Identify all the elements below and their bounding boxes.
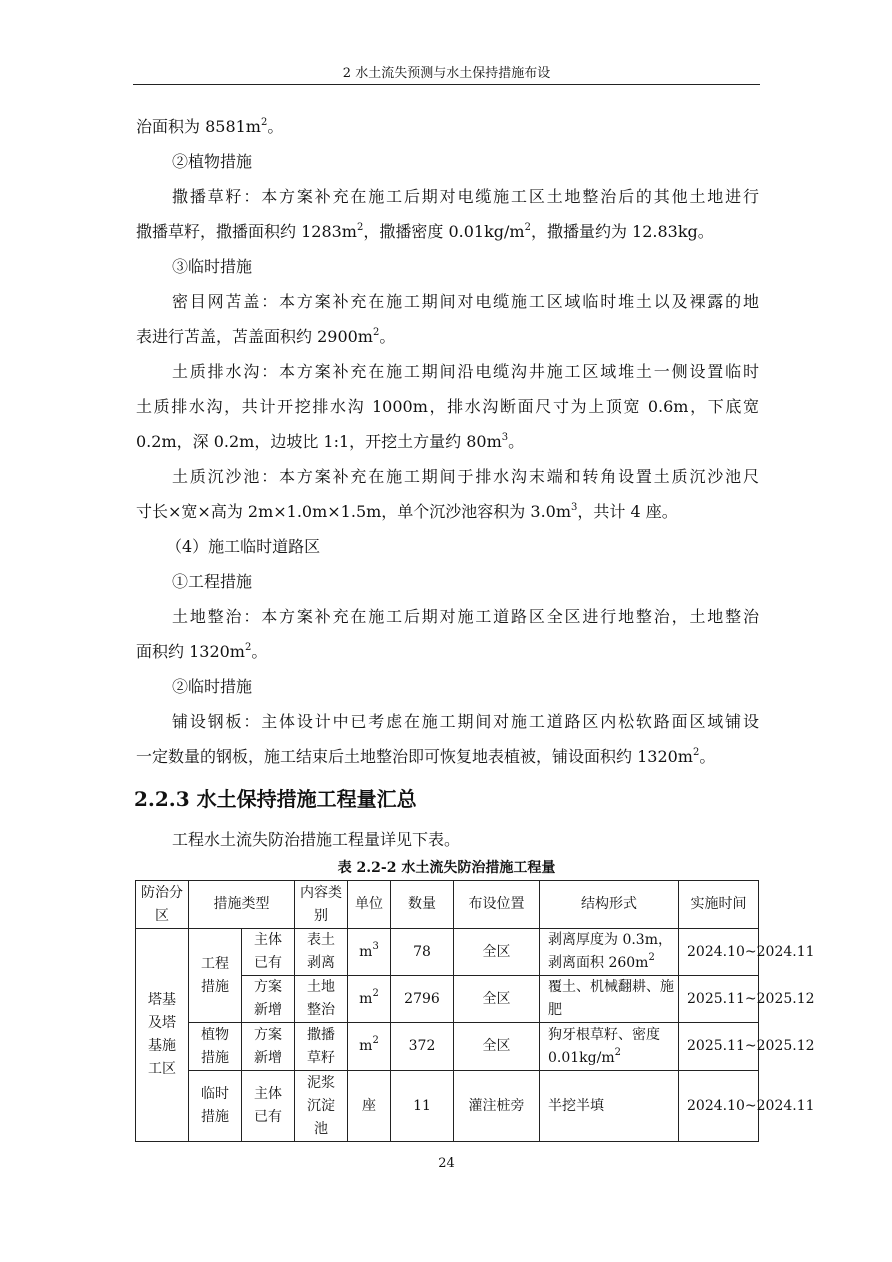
qty-cell: 2796	[391, 976, 454, 1023]
header-rule	[133, 84, 760, 85]
measures-table	[135, 880, 815, 1142]
location-cell: 全区	[454, 1023, 540, 1071]
text-line: 一定数量的钢板，施工结束后土地整治即可恢复地表植被，铺设面积约 $1320m^2$。	[136, 747, 716, 766]
qty-cell: 11	[391, 1071, 454, 1142]
text-line: 土质沉沙池：本方案补充在施工期间于排水沟末端和转角设置土质沉沙池尺	[172, 467, 759, 486]
header-structure: 结构形式	[540, 881, 679, 929]
text-line: 密目网苫盖：本方案补充在施工期间对电缆施工区域临时堆土以及裸露的地	[172, 292, 759, 311]
location-cell: 全区	[454, 976, 540, 1023]
structure-cell: 覆土、机械翻耕、施肥	[540, 976, 679, 1023]
content-cell: 表土剥离	[295, 929, 348, 976]
location-cell: 灌注桩旁	[454, 1071, 540, 1142]
unit-cell: $m^2$	[348, 1023, 391, 1071]
table-row	[136, 929, 759, 976]
text-line: 土质排水沟：本方案补充在施工期间沿电缆沟井施工区域堆土一侧设置临时	[172, 362, 759, 381]
text-line: 铺设钢板：主体设计中已考虑在施工期间对施工道路区内松软路面区域铺设	[172, 712, 759, 731]
table-row	[136, 1023, 759, 1071]
time-cell: 2024.10~2024.11	[679, 929, 759, 976]
header-unit: 单位	[348, 881, 391, 929]
source-cell: 方案新增	[242, 1023, 295, 1071]
group-temporary: 临时措施	[189, 1071, 242, 1142]
header-qty: 数量	[391, 881, 454, 929]
section-heading: 2.2.3 水土保持措施工程量汇总	[134, 787, 417, 811]
running-header: 2 水土流失预测与水土保持措施布设	[342, 66, 551, 81]
structure-cell: 剥离厚度为 0.3m，剥离面积 $260m^2$	[540, 929, 679, 976]
unit-cell: $m^3$	[348, 929, 391, 976]
subheading-engineering-measures: ①工程措施	[172, 572, 253, 591]
zone-cell: 塔基及塔基施工区	[136, 929, 189, 1142]
subheading-temp-road-area: （4）施工临时道路区	[166, 537, 321, 556]
unit-cell: 座	[348, 1071, 391, 1142]
header-measure-type: 措施类型	[189, 881, 295, 929]
time-cell: 2025.11~2025.12	[679, 1023, 759, 1071]
header-time: 实施时间	[679, 881, 759, 929]
header-content: 内容类别	[295, 881, 348, 929]
subheading-plant-measures: ②植物措施	[172, 152, 253, 171]
text-line: 土地整治：本方案补充在施工后期对施工道路区全区进行地整治，土地整治	[172, 607, 759, 626]
group-vegetation: 植物措施	[189, 1023, 242, 1071]
text-line: 土质排水沟，共计开挖排水沟 1000m，排水沟断面尺寸为上顶宽 0.6m，下底宽	[136, 397, 759, 416]
time-cell: 2025.11~2025.12	[679, 976, 759, 1023]
text-line: 表进行苫盖，苫盖面积约 $2900m^2$。	[136, 327, 396, 346]
text-line: 撒播草籽，撒播面积约 $1283m^2$，撒播密度 $0.01kg/m^2$，撒播量约为 12.83kg。	[136, 222, 714, 241]
subheading-temporary-measures-2: ②临时措施	[172, 677, 253, 696]
group-engineering: 工程措施	[189, 929, 242, 1023]
qty-cell: 78	[391, 929, 454, 976]
qty-cell: 372	[391, 1023, 454, 1071]
unit-cell: $m^2$	[348, 976, 391, 1023]
text-line: 寸长×宽×高为 2m×1.0m×1.5m，单个沉沙池容积为 $3.0m^3$，共计 4 座。	[136, 502, 678, 521]
page-number: 24	[438, 1156, 455, 1171]
structure-cell: 狗牙根草籽、密度 $0.01kg/m^2$	[540, 1023, 679, 1071]
intro-text: 工程水土流失防治措施工程量详见下表。	[172, 830, 461, 849]
table-row	[136, 1071, 759, 1142]
content-cell: 土地整治	[295, 976, 348, 1023]
text-line: 撒播草籽：本方案补充在施工后期对电缆施工区土地整治后的其他土地进行	[172, 187, 759, 206]
source-cell: 主体已有	[242, 1071, 295, 1142]
content-cell: 泥浆沉淀池	[295, 1071, 348, 1142]
header-location: 布设位置	[454, 881, 540, 929]
structure-cell: 半挖半填	[540, 1071, 679, 1142]
content-cell: 撒播草籽	[295, 1023, 348, 1071]
header-zone: 防治分区	[136, 881, 189, 929]
subheading-temporary-measures: ③临时措施	[172, 257, 253, 276]
text-line: 治面积为 $8581m^2$。	[136, 117, 284, 136]
text-line: 0.2m，深 0.2m，边坡比 1:1，开挖土方量约 $80m^3$。	[136, 432, 525, 451]
table-header-row	[136, 881, 759, 929]
table-caption: 表 2.2-2 水土流失防治措施工程量	[337, 860, 556, 876]
location-cell: 全区	[454, 929, 540, 976]
text-line: 面积约 $1320m^2$。	[136, 642, 268, 661]
source-cell: 方案新增	[242, 976, 295, 1023]
time-cell: 2024.10~2024.11	[679, 1071, 759, 1142]
source-cell: 主体已有	[242, 929, 295, 976]
